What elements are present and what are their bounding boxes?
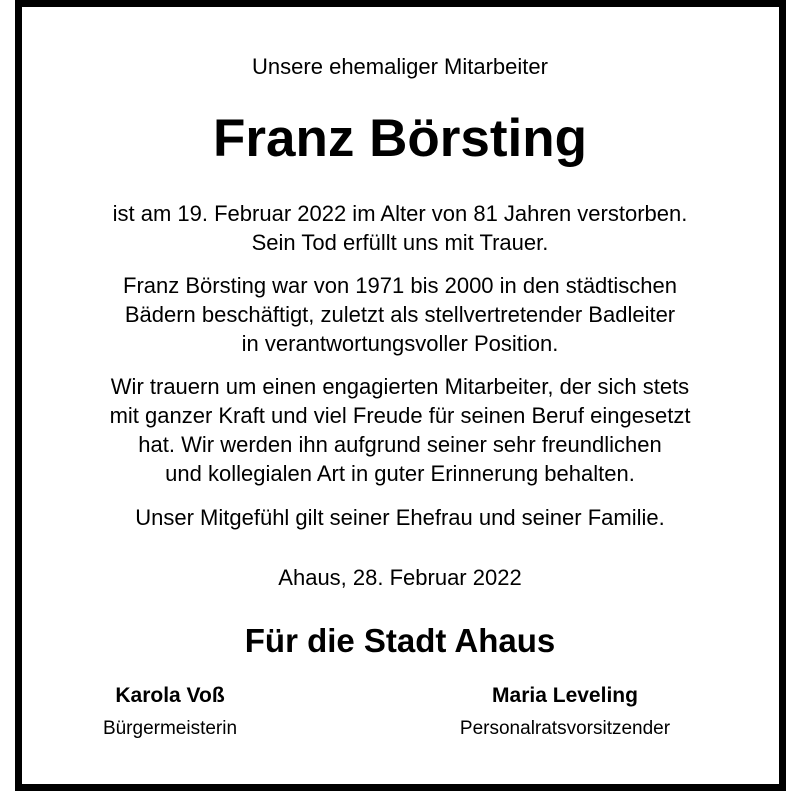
signatory-role: Personalratsvorsitzender (459, 718, 671, 739)
paragraph-line: hat. Wir werden ihn aufgrund seiner sehr freundlichen (138, 432, 662, 457)
paragraph-line: Wir trauern um einen engagierten Mitarbeiter, der sich stets (110, 374, 690, 399)
signatory-2 (415, 684, 715, 740)
organization: Für die Stadt Ahaus (244, 622, 556, 659)
place-date: Ahaus, 28. Februar 2022 (278, 565, 522, 590)
paragraph-line: Unser Mitgefühl gilt seiner Ehefrau und seiner Familie. (135, 505, 665, 530)
paragraph-line: Bädern beschäftigt, zuletzt als stellvertretender Badleiter (124, 302, 676, 327)
paragraph-line: Sein Tod erfüllt uns mit Trauer. (251, 230, 549, 255)
paragraph-line: mit ganzer Kraft und viel Freude für seinen Beruf eingesetzt (109, 403, 691, 428)
paragraph-line: Franz Börsting war von 1971 bis 2000 in den städtischen (123, 273, 677, 298)
signatory-role: Bürgermeisterin (102, 718, 238, 739)
paragraph-line: und kollegialen Art in guter Erinnerung behalten. (165, 461, 635, 486)
paragraph-line: in verantwortungsvoller Position. (241, 331, 559, 356)
signatory-name: Maria Leveling (492, 684, 638, 707)
signatory-name: Karola Voß (115, 684, 225, 707)
paragraph-line: ist am 19. Februar 2022 im Alter von 81 Jahren verstorben. (112, 201, 688, 226)
intro-text: Unsere ehemaliger Mitarbeiter (252, 54, 548, 79)
signatory-1 (20, 684, 320, 740)
deceased-name: Franz Börsting (213, 109, 587, 168)
